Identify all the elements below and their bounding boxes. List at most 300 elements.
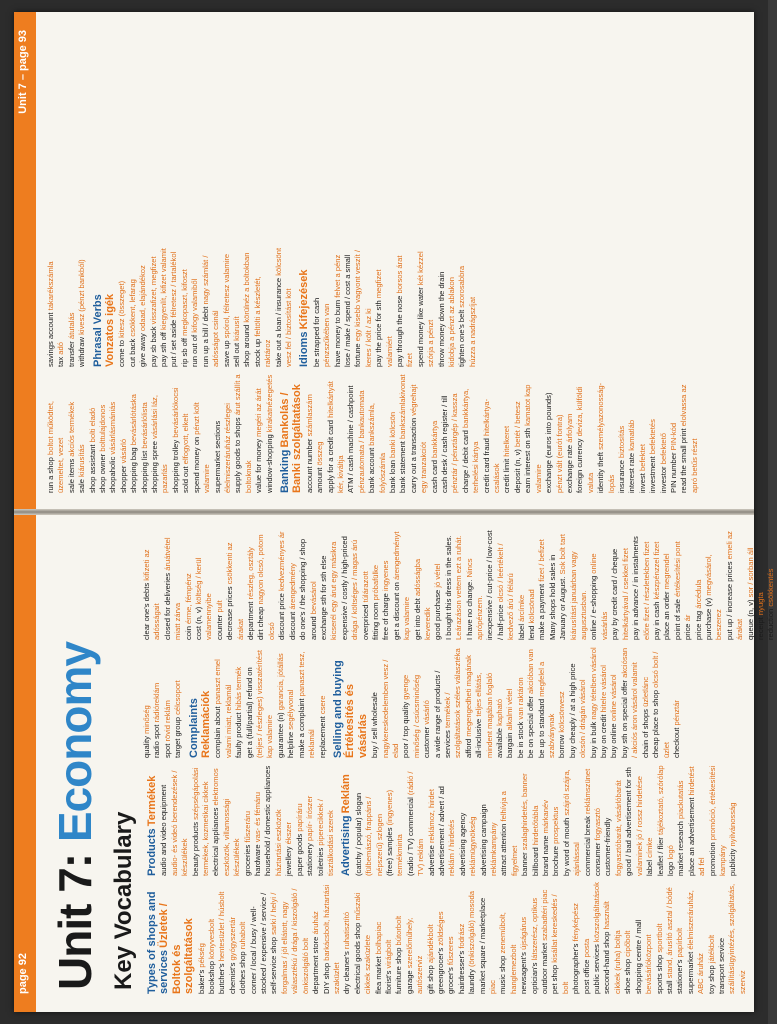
entry-english: price bbox=[683, 623, 693, 640]
vocab-entry bbox=[485, 528, 516, 640]
entry-hungarian: kapható bbox=[495, 698, 504, 726]
entry-hungarian: (teljes / részleges) visszatérítést kap valamire bbox=[255, 649, 275, 758]
entry-hungarian: vásárló bbox=[118, 438, 128, 464]
page-right-header-bar bbox=[14, 12, 36, 509]
vocab-entry bbox=[238, 882, 248, 994]
entry-english: value for money bbox=[254, 438, 264, 493]
entry-hungarian: kiárusít bbox=[231, 316, 241, 341]
vocab-entry bbox=[140, 373, 150, 493]
entry-hungarian: panaszt tesz, reklamál bbox=[296, 651, 317, 758]
entry-hungarian: ár bbox=[683, 614, 693, 622]
entry-hungarian: kölcsönvesz bbox=[557, 691, 567, 733]
entry-hungarian: közszolgáltatások bbox=[592, 882, 602, 943]
entry-english: checkout bbox=[671, 727, 681, 758]
entry-hungarian: audio- és videó berendezések / készülékek bbox=[169, 770, 190, 876]
vocab-entry bbox=[562, 764, 583, 876]
entry-english: discount price bbox=[277, 593, 287, 640]
vocab-entry bbox=[171, 373, 181, 493]
vocab-entry bbox=[242, 247, 252, 367]
entry-hungarian: banki kölcsön bbox=[388, 411, 397, 458]
entry-hungarian: megengedheti magának bbox=[463, 655, 473, 737]
entry-english: poor / top quality bbox=[401, 701, 411, 758]
entry-english: inexpensive / cut-price / low-cost / half-price bbox=[485, 530, 505, 640]
entry-hungarian: piperecikkek / tisztálkodási szerek bbox=[315, 799, 335, 876]
vocab-entry bbox=[548, 528, 590, 640]
entry-hungarian: felhívja a figyelmet bbox=[499, 791, 519, 876]
entry-hungarian: kisállat kereskedés / bolt bbox=[550, 894, 570, 994]
entry-english: make a payment bbox=[537, 583, 547, 640]
entry-hungarian: áruátvétel miatt zárva bbox=[162, 537, 183, 640]
entry-english: tighten one's belt bbox=[457, 309, 467, 367]
entry-english: shop around bbox=[242, 324, 252, 367]
entry-hungarian: végrehajt egy tranzakciót bbox=[408, 384, 429, 493]
entry-hungarian: (önkiszolgáló) mosoda bbox=[467, 890, 477, 967]
entry-english: purchase (v) bbox=[703, 597, 713, 640]
vocab-entry bbox=[708, 764, 729, 876]
entry-hungarian: hitelre vásárol bbox=[599, 665, 609, 713]
vocab-entry bbox=[46, 247, 56, 367]
vocab-entry bbox=[756, 528, 766, 640]
vocab-entry bbox=[519, 882, 529, 994]
entry-english: paper goods bbox=[294, 833, 304, 876]
entry-hungarian: nyugta bbox=[755, 592, 765, 616]
entry-hungarian: bolttulajdonos bbox=[98, 404, 108, 452]
unit-title-topic: Economy bbox=[49, 642, 101, 843]
entry-hungarian: nagy tételben vásárol bbox=[588, 647, 598, 720]
heading-english: Selling and buying bbox=[331, 660, 344, 758]
entry-hungarian: fizet / befizet bbox=[537, 539, 547, 582]
entry-hungarian: kidobja a pénzt az ablakon bbox=[447, 277, 457, 367]
entry-english: pay sth off bbox=[159, 332, 169, 367]
entry-english: supply goods to shops bbox=[233, 417, 243, 493]
vocab-entry bbox=[728, 764, 738, 876]
vocab-entry bbox=[583, 764, 593, 876]
entry-hungarian: papíráru bbox=[294, 803, 304, 832]
entry-hungarian: reklámügynökség bbox=[468, 816, 478, 876]
entry-hungarian: értékesítési pont bbox=[672, 541, 682, 597]
vocab-entry bbox=[464, 646, 474, 758]
entry-hungarian: háztartási eszközök bbox=[273, 809, 283, 876]
entry-english: be in stock bbox=[515, 721, 525, 758]
entry-hungarian: piackutatás bbox=[676, 780, 686, 819]
entry-hungarian: olcsón / drágán vásárol bbox=[578, 679, 588, 758]
entry-hungarian: emeli az árakat bbox=[724, 531, 745, 640]
vocab-entry bbox=[666, 764, 676, 876]
entry-hungarian: pénzszűkében van bbox=[322, 303, 332, 367]
entry-hungarian: csökkent, lefarag bbox=[127, 279, 137, 337]
entry-english: newsagent's bbox=[519, 952, 529, 994]
vocab-entry bbox=[190, 247, 200, 367]
vocab-entry bbox=[367, 373, 388, 493]
entry-english: banner bbox=[520, 852, 530, 876]
entry-hungarian: cipőbolt bbox=[623, 930, 633, 957]
entry-english: shopaholic bbox=[108, 456, 118, 493]
entry-hungarian: bankkártya, terhelési kártya bbox=[460, 388, 481, 493]
entry-hungarian: hitelkártyával / csekkel fizet bbox=[620, 547, 630, 640]
vocab-entry bbox=[499, 764, 520, 876]
entry-hungarian: termékek / szolgáltatások széles választéka bbox=[442, 648, 463, 758]
vocab-entry bbox=[645, 764, 655, 876]
vocab-entry bbox=[427, 764, 437, 876]
entry-hungarian: személyazonosság-lopás bbox=[596, 382, 616, 493]
vocab-column-left-1 bbox=[142, 882, 748, 994]
entry-english: sold out bbox=[181, 466, 191, 493]
vocab-entry bbox=[159, 247, 169, 367]
heading-hungarian: Termékek bbox=[146, 775, 158, 827]
vocab-entry bbox=[159, 764, 190, 876]
entry-english: clothes shop bbox=[238, 951, 248, 994]
entry-hungarian: alkalmi vétel bbox=[505, 688, 515, 731]
entry-hungarian: összeg bbox=[315, 441, 325, 466]
entry-hungarian: kamatot kap valamire bbox=[523, 384, 543, 493]
entry-hungarian: csökkentés bbox=[766, 568, 776, 607]
entry-english: bank statement bbox=[398, 441, 408, 493]
entry-english: buy sth on special offer bbox=[619, 680, 629, 758]
heading-hungarian: Értékesítés és vásárlás bbox=[344, 684, 369, 758]
entry-hungarian: bankszámla, folyószámla bbox=[367, 403, 387, 493]
vocab-entry bbox=[253, 764, 263, 876]
entry-hungarian: takarékszámla bbox=[46, 261, 55, 311]
entry-english: price tag bbox=[693, 610, 703, 640]
entry-english: carry out a transaction bbox=[408, 417, 418, 493]
entry-hungarian: teljes ellátás, mindent magában foglaló bbox=[474, 672, 494, 758]
vocab-entry bbox=[704, 528, 725, 640]
entry-english: shop owner bbox=[98, 453, 108, 493]
entry-english: electrical appliances bbox=[211, 807, 221, 876]
vocab-entry bbox=[557, 646, 567, 758]
entry-english: florist's bbox=[383, 970, 393, 994]
vocab-section-heading bbox=[332, 646, 369, 758]
vocab-entry bbox=[527, 528, 537, 640]
vocab-entry bbox=[169, 247, 179, 367]
vocab-entry bbox=[225, 528, 246, 640]
vocab-entry bbox=[550, 882, 571, 994]
entry-hungarian: vásárló bbox=[422, 700, 432, 725]
entry-english: run out of bbox=[190, 334, 200, 367]
entry-english: be strapped for cash bbox=[311, 297, 321, 367]
vocab-entry bbox=[652, 528, 662, 640]
entry-hungarian: logó bbox=[665, 845, 675, 860]
entry-hungarian: árfolyam bbox=[564, 413, 574, 443]
vocab-entry bbox=[461, 373, 482, 493]
entry-hungarian: Leárazáson vettem ezt a ruhát. bbox=[454, 535, 464, 640]
entry-english: good / bad advertisement for sth bbox=[624, 767, 634, 876]
vocab-column-left-3 bbox=[142, 646, 682, 758]
entry-hungarian: ingyenes bbox=[381, 560, 391, 592]
entry-hungarian: megfizet valamiért bbox=[374, 269, 394, 367]
entry-english: advertisement / advert / ad bbox=[436, 786, 446, 876]
vocab-entry bbox=[624, 764, 645, 876]
vocab-entry bbox=[610, 528, 631, 640]
vocab-entry bbox=[67, 373, 77, 493]
entry-hungarian: akcióban van bbox=[526, 649, 536, 694]
entry-english: window-shopping bbox=[264, 434, 274, 493]
entry-hungarian: szabadtéri piac bbox=[540, 889, 550, 941]
entry-hungarian: számlaszám bbox=[304, 394, 314, 437]
entry-hungarian: két kézzel szórja a pénzt bbox=[415, 251, 436, 367]
entry-english: logo bbox=[665, 861, 675, 876]
vocab-entry bbox=[228, 882, 238, 994]
vocab-entry bbox=[305, 764, 315, 876]
entry-english: have money to burn bbox=[332, 299, 342, 367]
entry-english: brand name bbox=[541, 835, 551, 876]
entry-hungarian: készpénzzel fizet bbox=[651, 541, 661, 600]
entry-english: advertising campaign bbox=[478, 804, 488, 876]
vocab-entry bbox=[284, 764, 294, 876]
entry-english: cut back bbox=[127, 338, 137, 367]
vocab-entry bbox=[346, 373, 367, 493]
entry-hungarian: zöldséges bbox=[435, 911, 445, 946]
vocab-entry bbox=[77, 247, 87, 367]
vocab-entry bbox=[617, 373, 627, 493]
entry-english: borrow bbox=[557, 734, 567, 758]
entry-english: electrical goods shop bbox=[352, 922, 362, 994]
vocab-entry bbox=[142, 646, 152, 758]
heading-english: Idioms bbox=[298, 331, 311, 367]
heading-hungarian: Reklamációk bbox=[200, 690, 213, 758]
vocab-entry bbox=[458, 764, 479, 876]
entry-english: run up a bill / debt bbox=[200, 306, 210, 367]
entry-english: decrease prices bbox=[225, 586, 235, 640]
entry-hungarian: zeneműbolt, hanglemezbolt bbox=[498, 912, 518, 994]
entry-hungarian: hirdetést ad fel bbox=[686, 766, 707, 876]
entry-hungarian: panaszt emel valami miatt, reklamál bbox=[213, 659, 233, 758]
entry-english: supermarket bbox=[685, 951, 695, 994]
heading-hungarian: Reklám bbox=[340, 774, 353, 814]
entry-english: by word of mouth bbox=[561, 817, 571, 876]
vocab-entry bbox=[243, 764, 253, 876]
entry-hungarian: garancia, jótállás bbox=[275, 653, 285, 711]
vocab-entry bbox=[457, 882, 467, 994]
entry-english: pet shop bbox=[550, 964, 560, 994]
vocab-entry bbox=[333, 247, 343, 367]
entry-hungarian: bolhapiac bbox=[373, 921, 383, 955]
entry-english: rip sb off bbox=[179, 338, 189, 367]
entry-hungarian: olcsó / leértékelt / kedvező árú / félárú bbox=[495, 543, 516, 640]
entry-english: cash card bbox=[429, 460, 439, 493]
entry-english: apply for a credit card bbox=[325, 419, 335, 493]
entry-hungarian: kirakatnézegetés bbox=[264, 374, 274, 433]
vocab-entry bbox=[213, 646, 234, 758]
entry-english: target group bbox=[173, 717, 183, 758]
entry-hungarian: árcímke bbox=[516, 594, 526, 622]
entry-hungarian: reklámszünet bbox=[582, 768, 592, 814]
entry-english: toy shop bbox=[706, 965, 716, 994]
vocab-entry bbox=[322, 882, 343, 994]
entry-english: radio spot bbox=[152, 724, 162, 758]
vocab-entry bbox=[565, 373, 575, 493]
vocab-entry bbox=[686, 882, 707, 994]
entry-hungarian: próbafülke bbox=[370, 564, 380, 601]
vocab-entry bbox=[108, 373, 118, 493]
entry-english: department bbox=[246, 601, 256, 640]
vocab-section-heading bbox=[146, 764, 158, 876]
entry-hungarian: látszerész, optikus bbox=[529, 897, 539, 961]
vocab-entry bbox=[77, 373, 87, 493]
entry-hungarian: pult bbox=[214, 600, 224, 613]
entry-hungarian: hitelkeret bbox=[502, 425, 512, 457]
vocab-entry bbox=[181, 373, 191, 493]
vocab-entry bbox=[651, 646, 672, 758]
entry-english: stationer's bbox=[675, 959, 685, 994]
entry-english: butcher's bbox=[217, 963, 227, 994]
vocab-entry bbox=[478, 882, 499, 994]
vocab-entry bbox=[395, 247, 416, 367]
vocab-entry bbox=[673, 528, 683, 640]
vocab-entry bbox=[648, 373, 658, 493]
entry-english: quality bbox=[142, 736, 151, 758]
entry-english: discount bbox=[287, 611, 297, 640]
entry-english: amount bbox=[315, 467, 325, 493]
vocab-entry bbox=[117, 247, 127, 367]
vocab-entry bbox=[150, 373, 171, 493]
entry-english: advertising agency bbox=[457, 812, 467, 876]
vocab-entry bbox=[128, 247, 138, 367]
vocab-entry bbox=[582, 882, 592, 994]
entry-english: customer bbox=[422, 726, 432, 758]
entry-hungarian: nagykereskedelemben vesz / elad bbox=[380, 659, 400, 758]
vocab-entry bbox=[436, 882, 446, 994]
entry-hungarian: reklám / hirdetés bbox=[447, 819, 457, 876]
entry-english: jewellery bbox=[284, 846, 294, 876]
book-gutter bbox=[14, 509, 754, 515]
entry-english: online / e-shopping bbox=[589, 575, 599, 640]
vocab-entry bbox=[593, 764, 603, 876]
vocab-entry bbox=[516, 646, 526, 758]
vocab-entry bbox=[627, 373, 637, 493]
vocab-entry bbox=[437, 764, 458, 876]
entry-hungarian: stand, árusító asztal / bódé bbox=[664, 887, 674, 979]
vocab-entry bbox=[422, 646, 432, 758]
entry-english: DIY shop bbox=[321, 962, 331, 994]
entry-english: shopping centre / mall bbox=[633, 919, 643, 994]
entry-english: get a discount on bbox=[391, 582, 401, 640]
entry-english: bookshop bbox=[207, 961, 217, 994]
entry-hungarian: gyógyszertár bbox=[227, 916, 237, 961]
vocab-entry bbox=[298, 528, 319, 640]
vocab-entry bbox=[694, 528, 704, 640]
entry-hungarian: szállításügyintézés, szolgáltatás, szerviz bbox=[727, 883, 747, 994]
entry-english: dry cleaner's bbox=[342, 951, 352, 994]
entry-hungarian: túlárazott bbox=[360, 571, 370, 603]
entry-hungarian: kiárusítás bbox=[77, 444, 87, 477]
entry-hungarian: Sok bolt tart kiárusítást januárban vagy augusztusban. bbox=[558, 534, 589, 640]
vocab-column-left-4 bbox=[142, 528, 777, 640]
entry-english: place an order bbox=[662, 591, 672, 640]
entry-english: all-inclusive bbox=[474, 718, 484, 758]
entry-english: afford bbox=[463, 738, 473, 758]
vocab-entry bbox=[207, 882, 217, 994]
vocab-entry bbox=[620, 646, 641, 758]
entry-hungarian: kivesz (pénzt bankból) bbox=[77, 259, 87, 335]
vocab-entry bbox=[152, 646, 162, 758]
entry-hungarian: barkácsbolt, háztartási szaküzlet bbox=[321, 884, 341, 994]
entry-english: ATM / cash machine / cashpoint bbox=[346, 385, 356, 493]
entry-hungarian: érme, fémpénz bbox=[183, 573, 193, 624]
entry-hungarian: spórol, félretesz valamire bbox=[221, 253, 231, 339]
vocab-entry bbox=[374, 247, 395, 367]
vocab-entry bbox=[520, 764, 530, 876]
entry-hungarian: bevásárlóközpont bbox=[644, 934, 654, 994]
entry-hungarian: felvet a pénz bbox=[332, 254, 342, 298]
vocab-entry bbox=[388, 373, 398, 493]
entry-hungarian: pénzt vált (eurót fontra) bbox=[554, 414, 564, 493]
entry-english: put up / increase prices bbox=[724, 561, 734, 640]
entry-hungarian: kedvezményes ár bbox=[277, 531, 287, 592]
entry-english: cost (n, v) bbox=[194, 606, 204, 640]
entry-hungarian: tájékoztató, szórólap bbox=[655, 765, 665, 836]
entry-hungarian: adósságba keveredik bbox=[412, 558, 432, 640]
vocab-entry bbox=[191, 764, 212, 876]
heading-english: Products bbox=[146, 828, 158, 876]
entry-hungarian: újságárus bbox=[519, 916, 529, 950]
vocab-entry bbox=[371, 528, 381, 640]
vocab-entry bbox=[433, 646, 464, 758]
entry-english: fitting room bbox=[370, 602, 380, 640]
entry-hungarian: bankkártya bbox=[429, 420, 439, 458]
entry-hungarian: olcsó bolt / üzlet bbox=[651, 651, 671, 758]
entry-english: pay in advance / in instalments bbox=[631, 536, 641, 640]
entry-english: closed for deliveries bbox=[162, 572, 172, 640]
vocab-entry bbox=[246, 528, 256, 640]
entry-english: give away bbox=[138, 333, 148, 367]
vocab-entry bbox=[163, 528, 184, 640]
entry-hungarian: Nincs aprópénzem. bbox=[464, 558, 484, 640]
entry-english: spot bbox=[162, 743, 172, 758]
entry-english: audio and video equipment bbox=[159, 784, 169, 876]
entry-english: (free) samples bbox=[384, 827, 394, 876]
entry-english: make a complaint bbox=[296, 698, 306, 758]
entry-english: transfer bbox=[66, 341, 76, 367]
entry-english: run a shop bbox=[46, 457, 55, 493]
entry-english: brochure bbox=[551, 846, 561, 876]
entry-hungarian: ruhatisztító bbox=[342, 911, 352, 950]
vocab-entry bbox=[88, 373, 98, 493]
entry-hungarian: jó vétel bbox=[433, 563, 443, 588]
vocab-entry bbox=[184, 528, 194, 640]
vocab-entry bbox=[249, 882, 311, 994]
vocab-entry bbox=[201, 247, 222, 367]
vocab-entry bbox=[213, 373, 234, 493]
vocab-entry bbox=[381, 528, 391, 640]
entry-english: chemist's bbox=[227, 962, 237, 994]
vocab-entry bbox=[405, 882, 426, 994]
vocab-entry bbox=[374, 882, 384, 994]
vocab-entry bbox=[265, 373, 275, 493]
entry-english: interest rate bbox=[627, 452, 637, 493]
entry-english: insurance bbox=[616, 460, 626, 493]
unit-title-prefix: Unit 7: bbox=[49, 842, 101, 990]
entry-english: expensive / costly / high-priced bbox=[339, 536, 349, 640]
entry-english: cheap place to shop bbox=[651, 690, 661, 758]
vocab-entry bbox=[319, 528, 340, 640]
entry-hungarian: online vásárlás bbox=[589, 553, 609, 640]
entry-english: buy on credit bbox=[599, 714, 609, 758]
entry-hungarian: márkanév bbox=[541, 800, 551, 834]
entry-hungarian: vásárlásmániás bbox=[108, 401, 118, 455]
entry-hungarian: megvásárol, beszerez bbox=[703, 554, 724, 640]
unit-title bbox=[48, 642, 102, 990]
entry-hungarian: csere bbox=[317, 695, 327, 715]
entry-english: leaflet / flier bbox=[655, 837, 665, 876]
vocab-entry bbox=[385, 764, 406, 876]
entry-english: market research bbox=[676, 821, 686, 876]
entry-english: be up to standard bbox=[536, 698, 546, 758]
vocab-entry bbox=[197, 882, 207, 994]
entry-hungarian: áruház bbox=[311, 911, 321, 935]
entry-english: charge / debit card bbox=[460, 430, 470, 493]
vocab-entry bbox=[256, 528, 277, 640]
